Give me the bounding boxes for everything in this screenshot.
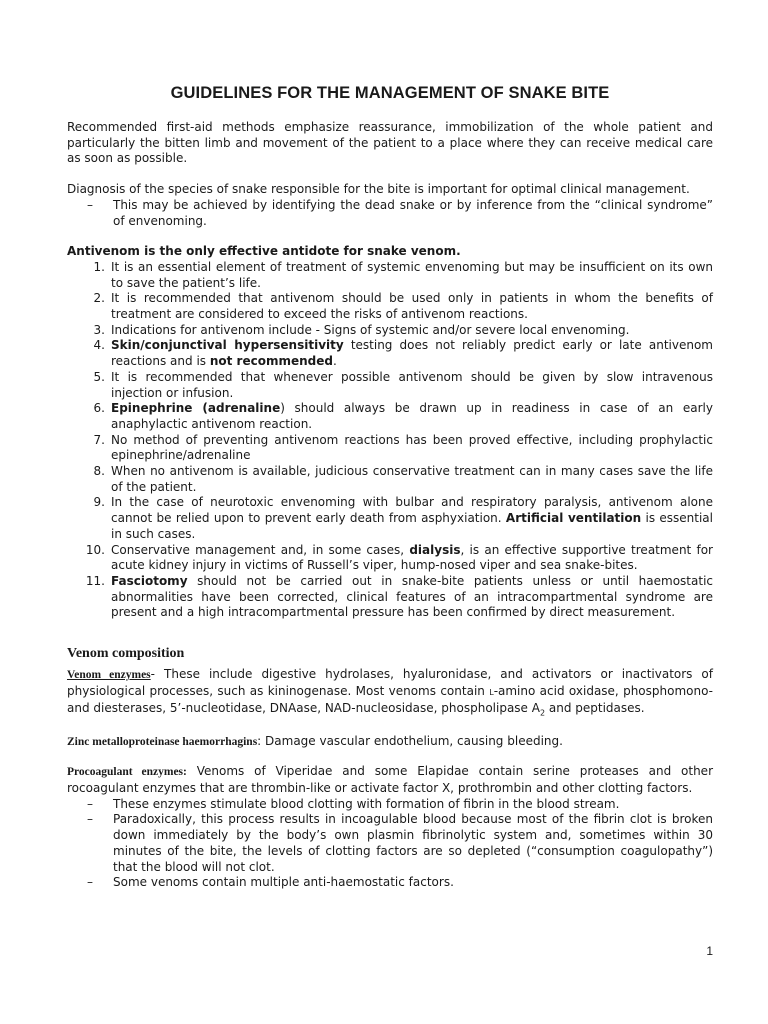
bold-term: not recommended	[209, 354, 333, 369]
text-run: Venoms of Viperidae and some Elapidae contain serine proteases and other rocoagulant enzymes that are thrombin-like or activate factor X, prothrombin and other clotting factors.	[67, 764, 714, 795]
procoagulant-bullet	[87, 875, 713, 891]
item-number: 9.	[93, 495, 105, 510]
text-run: Conservative management and, in some cases,	[111, 542, 410, 557]
bullet-text: These enzymes stimulate blood clotting with formation of fibrin in the blood stream.	[113, 796, 620, 811]
item-number: 10.	[85, 542, 105, 557]
list-item	[67, 323, 713, 339]
dash-marker: –	[87, 197, 93, 212]
item-text: It is recommended that whenever possible antivenom should be given by slow intravenous injection or infusion.	[111, 369, 713, 400]
item-text	[111, 574, 713, 621]
text-run: and peptidases.	[545, 700, 645, 715]
bold-term: Fasciotomy	[111, 573, 188, 588]
item-number: 2.	[93, 291, 105, 306]
diagnosis-bullet-text: This may be achieved by identifying the dead snake or by inference from the “clinical syndrome” of envenoming.	[113, 197, 713, 228]
item-number: 11.	[85, 573, 105, 588]
list-item	[67, 370, 713, 401]
text-run: should not be carried out in snake-bite patients unless or until haemostatic abnormalities have been corrected, clinical features of an intracompartmental syndrome are present and a high intracompartmental pressure has been confirmed by direct measurement.	[111, 573, 713, 620]
list-item	[67, 338, 713, 369]
venom-composition-heading: Venom composition	[67, 646, 185, 662]
item-number: 4.	[93, 338, 105, 353]
dash-marker: –	[87, 796, 93, 811]
item-text: Indications for antivenom include - Signs of systemic and/or severe local envenoming.	[111, 322, 630, 337]
text-run: In the case of neurotoxic envenoming with bulbar and respiratory paralysis, antivenom alone cannot be relied upon to prevent early death from asphyxiation.	[111, 495, 713, 526]
diagnosis-paragraph: Diagnosis of the species of snake responsible for the bite is important for optimal clinical management.	[67, 182, 690, 197]
zinc-paragraph	[67, 734, 713, 751]
item-text	[111, 495, 713, 542]
procoagulant-bullet	[87, 797, 713, 813]
list-item	[67, 464, 713, 495]
bold-term: Skin/conjunctival hypersensitivity	[111, 338, 344, 353]
item-text: It is an essential element of treatment of systemic envenoming but may be insufficient on its own to save the patient’s life.	[111, 259, 713, 290]
intro-paragraph: Recommended first-aid methods emphasize reassurance, immobilization of the whole patient and particularly the bitten limb and movement of the patient to a place where they can receive medical care as soon as possible.	[67, 120, 713, 166]
item-number: 7.	[93, 432, 105, 447]
venom-enzymes-paragraph	[67, 667, 713, 721]
subscript: 2	[539, 707, 546, 717]
item-number: 6.	[93, 401, 105, 416]
page-number: 1	[706, 944, 713, 958]
procoagulant-label: Procoagulant enzymes:	[67, 766, 187, 779]
bullet-text: Paradoxically, this process results in incoagulable blood because most of the fibrin clot is broken down immediately by the body’s own plasmin fibrinolytic system and, sometimes within 30 minutes of the bite, the levels of clotting factors are so depleted (“consumption coagulopathy”) that the blood will not clot.	[113, 812, 713, 874]
venom-enzymes-label: Venom enzymes	[67, 669, 151, 682]
item-text	[111, 338, 713, 369]
bullet-text: Some venoms contain multiple anti-haemostatic factors.	[113, 875, 454, 890]
list-item	[67, 401, 713, 432]
list-item	[67, 574, 713, 621]
list-item	[67, 433, 713, 464]
text-run: These include digestive hydrolases, hyaluronidase, and activators or inactivators of physiological processes, such as kininogenase. Most venoms contain	[67, 667, 713, 698]
text-run: is essential in such cases.	[111, 511, 713, 541]
text-run: testing does not reliably predict early or late antivenom reactions and is	[111, 338, 713, 369]
small-caps-letter: L	[489, 687, 494, 697]
item-number: 3.	[93, 322, 105, 337]
list-item	[67, 260, 713, 291]
item-number: 1.	[93, 259, 105, 274]
dash-marker: –	[87, 812, 93, 827]
bold-term: dialysis	[409, 542, 461, 557]
text-run: ) should always be drawn up in readiness in case of an early anaphylactic antivenom reaction.	[111, 401, 713, 431]
item-number: 5.	[93, 369, 105, 384]
procoagulant-bullet	[87, 812, 713, 875]
procoagulant-paragraph	[67, 764, 713, 796]
text-run: -amino acid oxidase, phosphomono- and diesterases, 5’-nucleotidase, DNAase, NAD-nucleosidase, phospholipase A	[67, 683, 713, 715]
item-text: When no antivenom is available, judicious conservative treatment can in many cases save the life of the patient.	[111, 464, 713, 494]
bold-term: Epinephrine (adrenaline	[111, 401, 281, 416]
item-text	[111, 543, 713, 574]
list-item	[67, 543, 713, 574]
list-item	[67, 291, 713, 322]
antivenom-heading: Antivenom is the only effective antidote for snake venom.	[67, 244, 461, 259]
document-title: GUIDELINES FOR THE MANAGEMENT OF SNAKE BITE	[170, 84, 610, 102]
diagnosis-bullet	[87, 198, 713, 229]
list-item	[67, 495, 713, 542]
bold-term: Artificial ventilation	[505, 511, 642, 526]
zinc-label: Zinc metalloproteinase haemorrhagins	[67, 735, 258, 748]
dash-marker: –	[87, 875, 93, 890]
text-run: .	[332, 354, 337, 369]
antivenom-list	[67, 260, 713, 621]
item-text	[111, 401, 713, 432]
item-text: No method of preventing antivenom reactions has been proved effective, including prophylactic epinephrine/adrenaline	[111, 432, 713, 463]
text-run: , is an effective supportive treatment for acute kidney injury in victims of Russell’s viper, hump-nosed viper and sea snake-bites.	[111, 542, 713, 573]
text-run: : Damage vascular endothelium, causing bleeding.	[257, 733, 563, 748]
text-run: -	[150, 667, 155, 682]
item-text: It is recommended that antivenom should be used only in patients in whom the benefits of treatment are considered to exceed the risks of antivenom reactions.	[111, 291, 713, 322]
item-number: 8.	[93, 464, 105, 479]
